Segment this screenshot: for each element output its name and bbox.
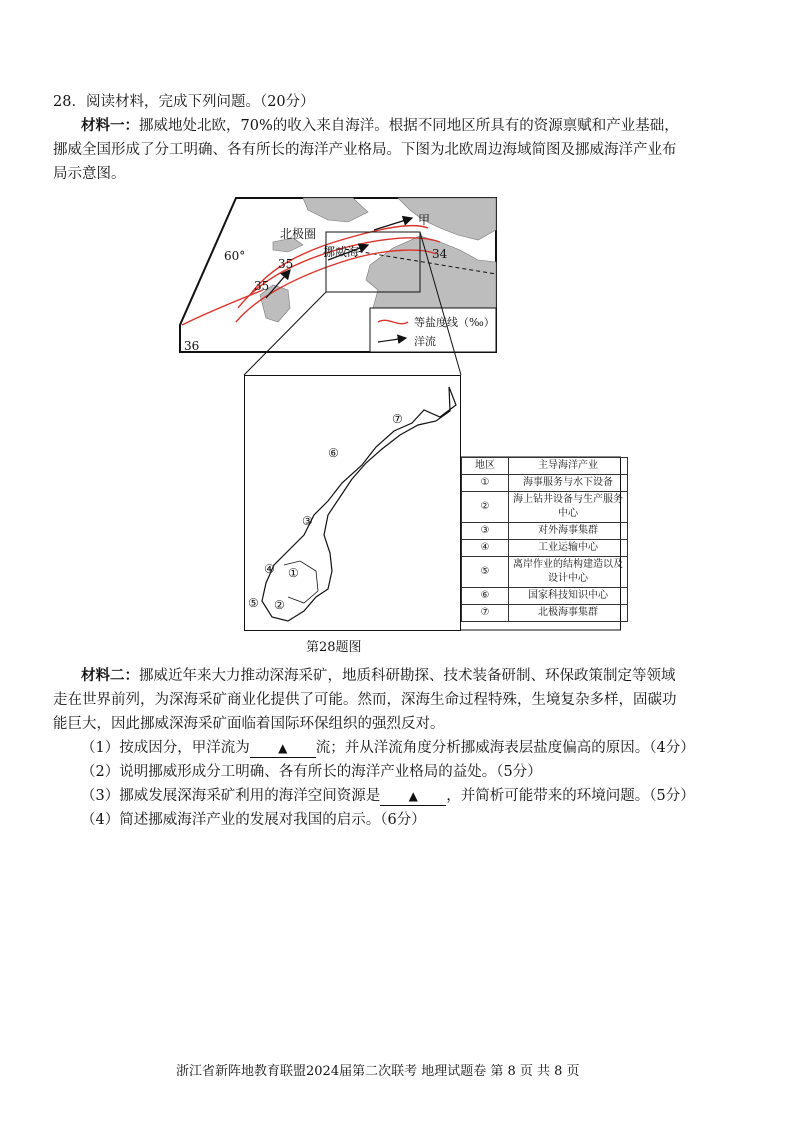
material1-label: 材料一： (81, 117, 139, 134)
table-cell-id: ⑦ (462, 605, 509, 622)
table-cell-industry: 海事服务与水下设备 (509, 475, 628, 492)
region-marker: ③ (302, 514, 313, 528)
region-marker: ② (274, 598, 285, 612)
question-title: 28．阅读材料，完成下列问题。（20分） (53, 94, 315, 110)
triangle-icon: ▲ (408, 789, 418, 803)
q1-prefix: （1）按成因分，甲洋流为 (81, 740, 250, 756)
isohaline-value: 36 (184, 339, 200, 353)
q3-suffix: ，并简析可能带来的环境问题。（5分） (446, 788, 695, 804)
legend-isohaline-label: 等盐度线（‰） (414, 316, 495, 329)
table-cell-id: ④ (462, 540, 509, 557)
arctic-circle-label: 北极圈 (280, 227, 317, 241)
region-marker: ⑦ (392, 412, 403, 426)
region-marker: ⑥ (328, 446, 339, 460)
table-cell-industry: 北极海事集群 (509, 605, 628, 622)
isohaline-value: 35 (254, 279, 270, 293)
table-cell-id: ③ (462, 523, 509, 540)
question-3 (81, 784, 695, 808)
current-jia-label: 甲 (418, 213, 431, 227)
q3-prefix: （3）挪威发展深海采矿利用的海洋空间资源是 (81, 788, 381, 804)
region-marker: ① (288, 566, 299, 580)
isohaline-value: 35 (278, 257, 294, 271)
table-row (462, 557, 628, 588)
table-cell-industry: 海上钻井设备与生产服务中心 (509, 492, 628, 523)
table-cell-industry: 工业运输中心 (509, 540, 628, 557)
table-row (462, 588, 628, 605)
answer-blank-3[interactable] (380, 787, 446, 806)
latitude-label: 60° (224, 249, 246, 263)
material1-line2: 挪威全国形成了分工明确、各有所长的海洋产业格局。下图为北欧周边海域简图及挪威海洋产业布 (53, 142, 677, 158)
table-cell-industry: 国家科技知识中心 (509, 588, 628, 605)
table-cell-id: ② (462, 492, 509, 523)
table-row (462, 475, 628, 492)
table-row (462, 605, 628, 622)
question-1 (81, 736, 695, 760)
material1-text1: 挪威地处北欧，70%的收入来自海洋。根据不同地区所具有的资源禀赋和产业基础， (139, 118, 679, 134)
table-row (462, 523, 628, 540)
table-cell-id: ⑥ (462, 588, 509, 605)
question-2: （2）说明挪威形成分工明确、各有所长的海洋产业格局的益处。（5分） (81, 764, 542, 780)
answer-blank-1[interactable] (250, 739, 316, 758)
zoom-connector-line (420, 232, 461, 375)
triangle-icon: ▲ (278, 741, 288, 755)
zoom-connector-line (244, 292, 326, 375)
table-cell-id: ⑤ (462, 557, 509, 588)
industry-table (461, 457, 628, 622)
material2-line3: 能巨大，因此挪威深海采矿面临着国际环保组织的强烈反对。 (53, 716, 445, 732)
table-header: 地区 (462, 458, 509, 475)
material2-line1 (81, 664, 676, 688)
table-header: 主导海洋产业 (509, 458, 628, 475)
table-cell-industry: 对外海事集群 (509, 523, 628, 540)
region-marker: ④ (264, 562, 275, 576)
isohaline-value: 34 (432, 247, 448, 261)
table-row (462, 540, 628, 557)
table-cell-industry: 离岸作业的结构建造以及设计中心 (509, 557, 628, 588)
region-marker: ⑤ (248, 596, 259, 610)
material2-line2: 走在世界前列，为深海采矿商业化提供了可能。然而，深海生命过程特殊，生境复杂多样，固碳功 (53, 692, 677, 708)
table-header-row (462, 458, 628, 475)
table-row (462, 492, 628, 523)
sea-label: 挪威海 (323, 245, 360, 259)
page-footer: 浙江省新阵地教育联盟2024届第二次联考 地理试题卷 第 8 页 共 8 页 (176, 1064, 580, 1079)
material2-label: 材料二： (81, 667, 139, 684)
figure-caption: 第28题图 (306, 640, 362, 655)
q1-suffix: 流；并从洋流角度分析挪威海表层盐度偏高的原因。（4分） (315, 740, 695, 756)
material2-text1: 挪威近年来大力推动深海采矿，地质科研勘探、技术装备研制、环保政策制定等领域 (139, 668, 676, 684)
table-cell-id: ① (462, 475, 509, 492)
legend-current-label: 洋流 (414, 335, 436, 348)
question-4: （4）简述挪威海洋产业的发展对我国的启示。（6分） (81, 812, 426, 828)
zoom-connectors (0, 0, 800, 400)
material1-line3: 局示意图。 (53, 166, 126, 182)
